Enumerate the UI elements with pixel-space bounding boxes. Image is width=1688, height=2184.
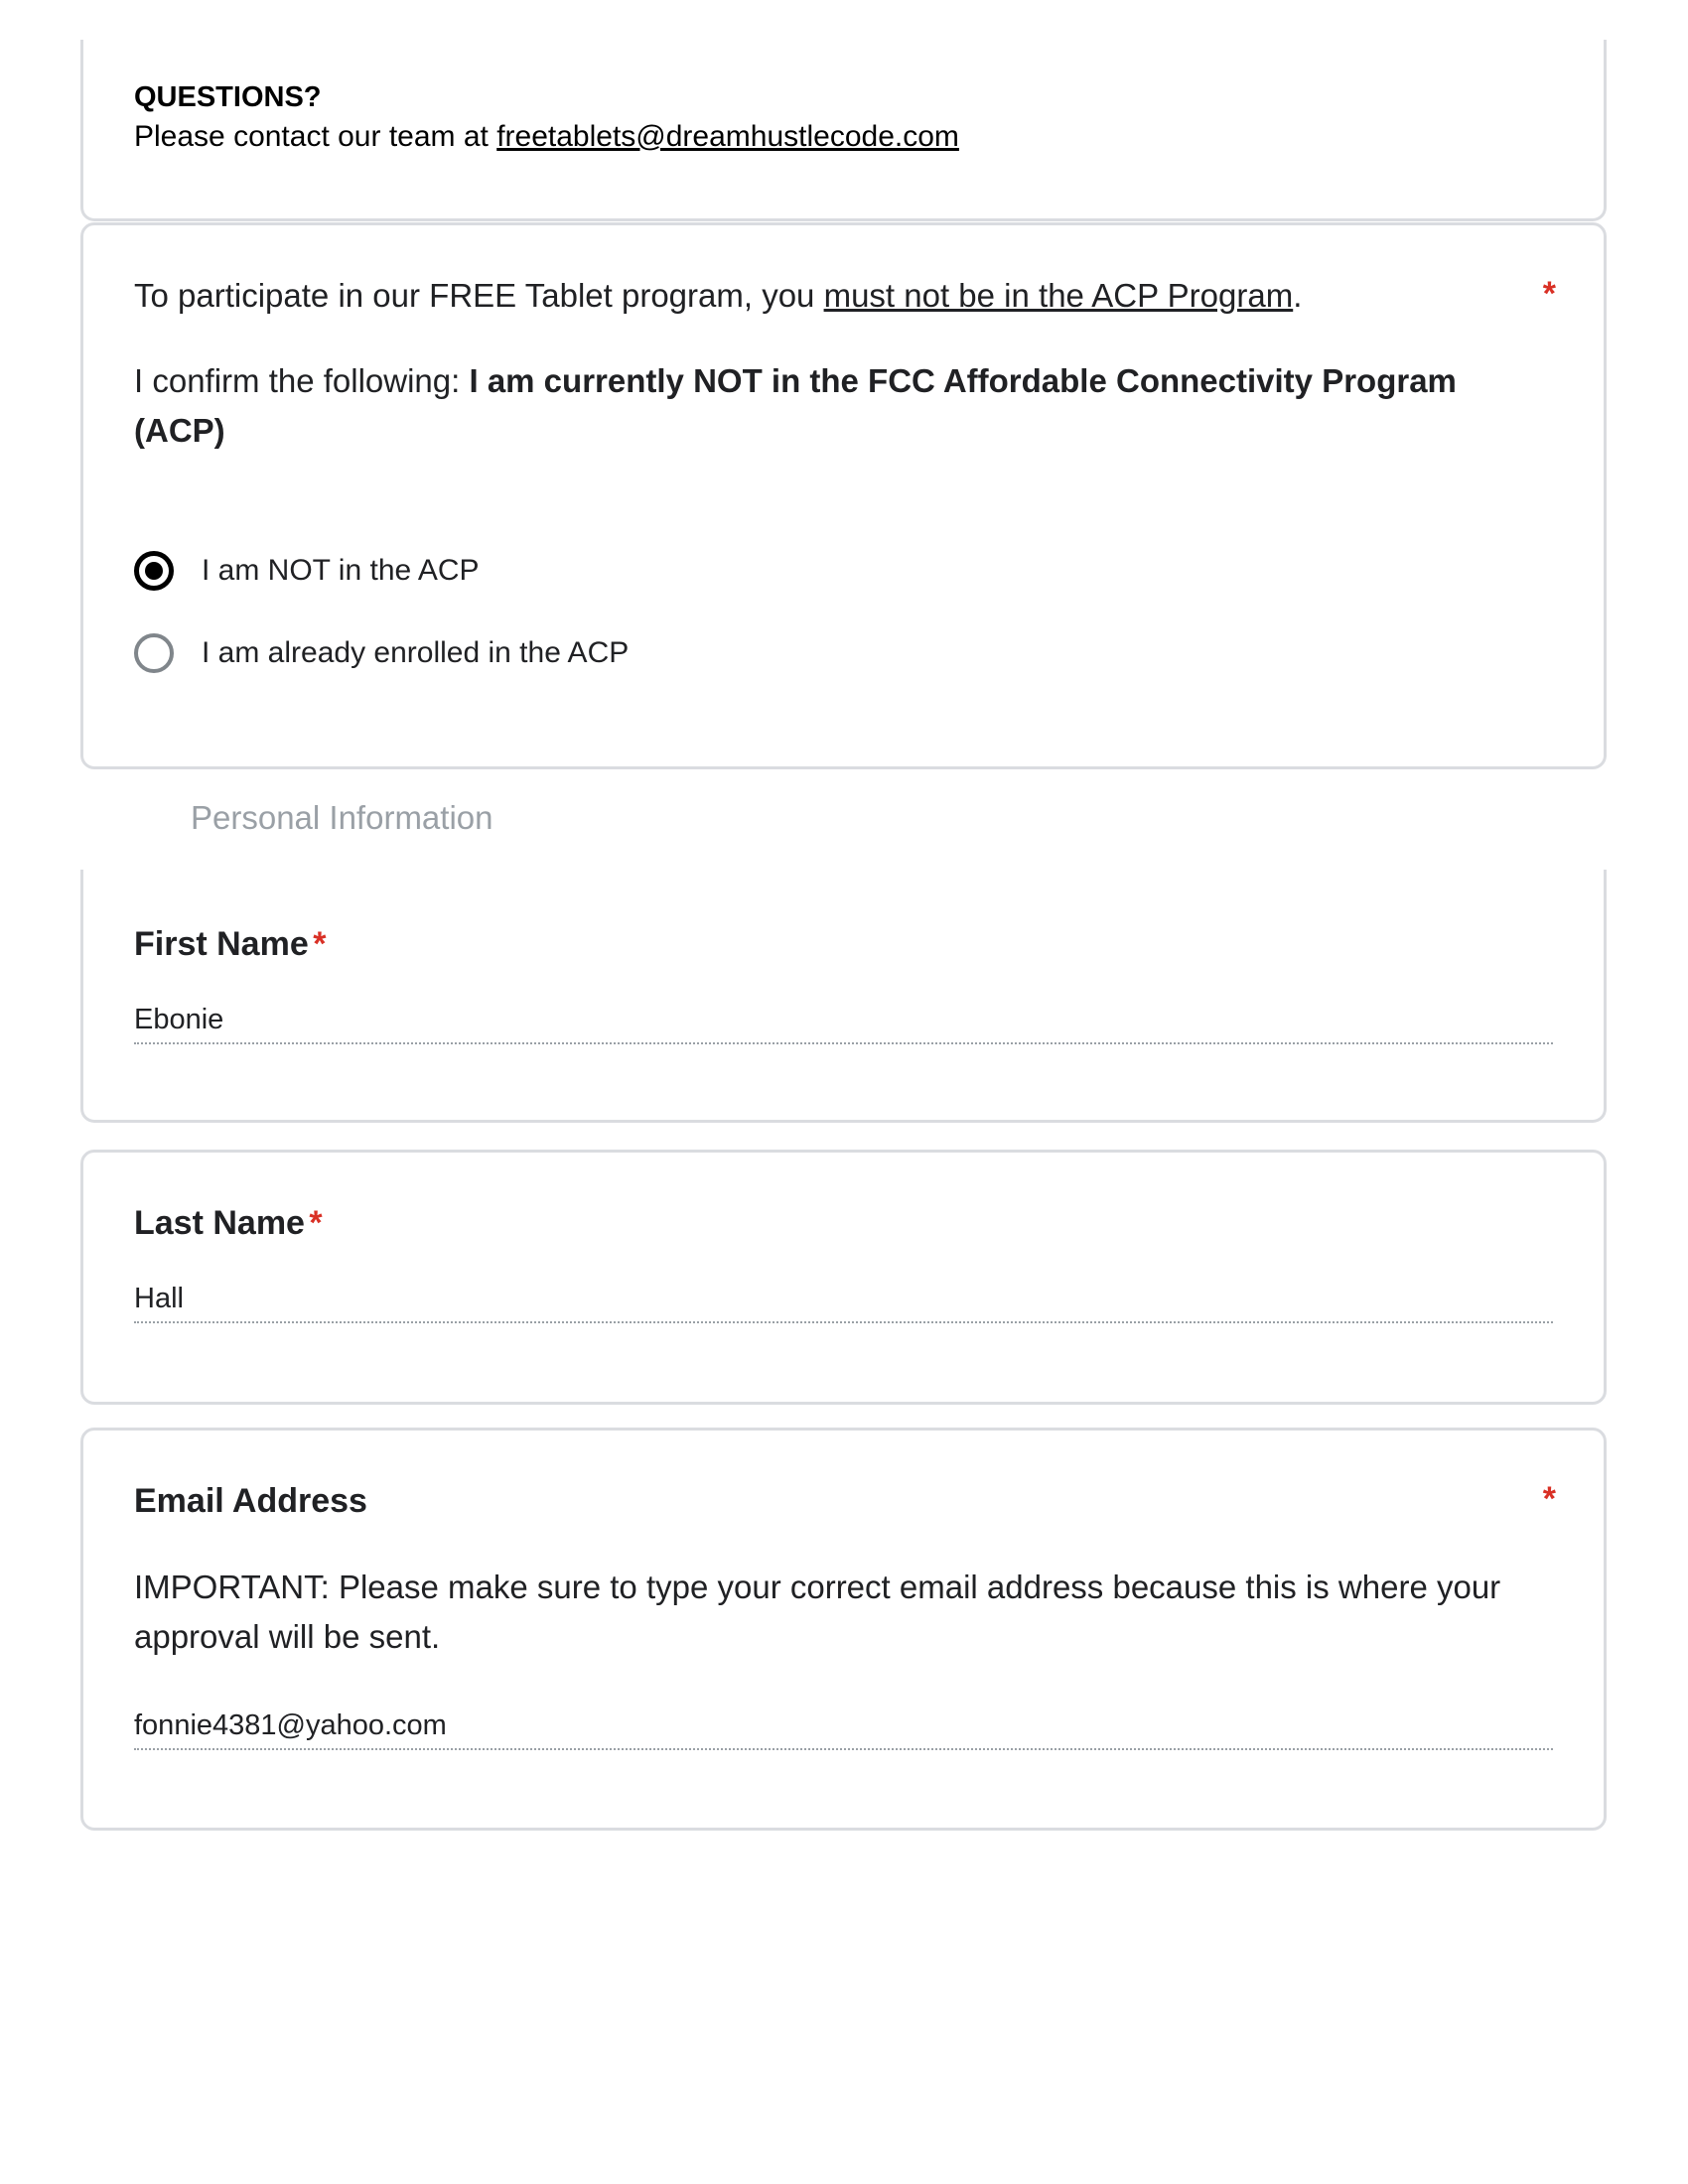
- questions-contact-text: [134, 120, 1553, 154]
- last-name-input[interactable]: Hall: [134, 1283, 1553, 1323]
- contact-prefix: Please contact our team at: [134, 120, 497, 153]
- acp-confirm-prefix: I confirm the following:: [134, 362, 470, 399]
- acp-confirm-text: [134, 356, 1553, 456]
- section-title: Personal Information: [191, 799, 493, 836]
- radio-option-label: I am NOT in the ACP: [202, 554, 480, 587]
- questions-heading: QUESTIONS?: [134, 81, 322, 113]
- acp-intro-suffix: .: [1293, 277, 1303, 314]
- radio-option-not-in-acp[interactable]: [134, 551, 480, 591]
- questions-card: [80, 40, 1607, 221]
- radio-option-enrolled-in-acp[interactable]: [134, 633, 629, 673]
- contact-email-link[interactable]: freetablets@dreamhustlecode.com: [496, 120, 959, 153]
- acp-question-card: [80, 222, 1607, 769]
- acp-intro-text: [134, 277, 1553, 315]
- first-name-card: [80, 870, 1607, 1123]
- email-description: IMPORTANT: Please make sure to type your correct email address because this is where your approval will be sent.: [134, 1569, 1501, 1655]
- email-label: Email Address: [134, 1482, 367, 1520]
- email-required-asterisk: *: [1542, 1480, 1556, 1518]
- first-name-required-asterisk: *: [313, 925, 327, 963]
- acp-intro-underlined: must not be in the ACP Program: [823, 277, 1294, 314]
- first-name-input[interactable]: Ebonie: [134, 1004, 1553, 1044]
- last-name-label: Last Name: [134, 1204, 305, 1242]
- first-name-label: First Name: [134, 925, 309, 963]
- email-input[interactable]: fonnie4381@yahoo.com: [134, 1709, 1553, 1750]
- last-name-card: [80, 1150, 1607, 1405]
- radio-checked-icon[interactable]: [134, 551, 174, 591]
- radio-option-label: I am already enrolled in the ACP: [202, 636, 630, 669]
- email-card: [80, 1428, 1607, 1831]
- radio-unchecked-icon[interactable]: [134, 633, 174, 673]
- acp-required-asterisk: *: [1542, 275, 1556, 313]
- acp-confirm-bold: I am currently NOT in the FCC Affordable Connectivity Program (ACP): [134, 362, 1457, 449]
- last-name-required-asterisk: *: [309, 1204, 323, 1242]
- acp-intro-prefix: To participate in our FREE Tablet program, you: [134, 277, 824, 314]
